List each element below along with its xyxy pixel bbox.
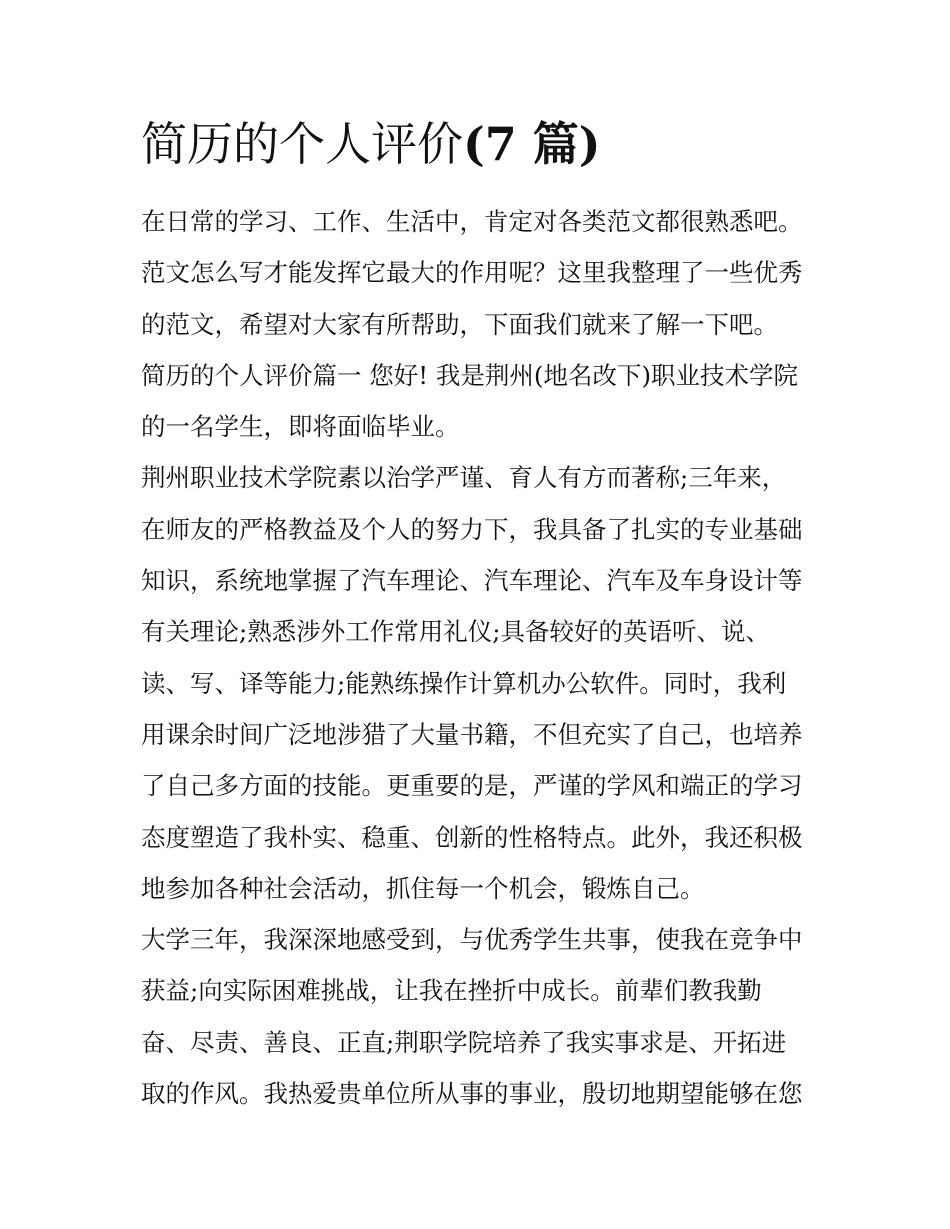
body-line: 奋、尽责、善良、正直;荆职学院培养了我实事求是、开拓进 <box>141 1027 787 1057</box>
body-line: 的一名学生，即将面临毕业。 <box>141 412 460 442</box>
document-body <box>141 196 821 1119</box>
title-main: 简历的个人评价 <box>141 117 463 171</box>
body-line: 读、写、译等能力;能熟练操作计算机办公软件。同时，我利 <box>141 668 787 698</box>
body-line: 在师友的严格教益及个人的努力下，我具备了扎实的专业基础 <box>141 514 803 544</box>
body-line: 的范文，希望对大家有所帮助，下面我们就来了解一下吧。 <box>141 309 778 339</box>
body-line: 知识，系统地掌握了汽车理论、汽车理论、汽车及车身设计等 <box>141 566 803 596</box>
body-line: 用课余时间广泛地涉猎了大量书籍，不但充实了自己，也培养 <box>141 719 803 749</box>
body-line: 获益;向实际困难挑战，让我在挫折中成长。前辈们教我勤 <box>141 976 762 1006</box>
body-line: 大学三年，我深深地感受到，与优秀学生共事，使我在竞争中 <box>141 925 803 955</box>
body-line: 简历的个人评价篇一 您好! 我是荆州(地名改下)职业技术学院 <box>141 360 799 390</box>
body-line: 态度塑造了我朴实、稳重、创新的性格特点。此外，我还积极 <box>141 822 803 852</box>
body-line: 范文怎么写才能发挥它最大的作用呢？这里我整理了一些优秀 <box>141 258 803 288</box>
body-line: 取的作风。我热爱贵单位所从事的事业，殷切地期望能够在您 <box>141 1079 803 1109</box>
body-line: 有关理论;熟悉涉外工作常用礼仪;具备较好的英语听、说、 <box>141 617 771 647</box>
body-line: 了自己多方面的技能。更重要的是，严谨的学风和端正的学习 <box>141 771 803 801</box>
body-line: 在日常的学习、工作、生活中，肯定对各类范文都很熟悉吧。 <box>141 207 803 236</box>
body-line: 地参加各种社会活动，抓住每一个机会，锻炼自己。 <box>141 873 705 903</box>
title-count: (7 篇) <box>463 117 601 171</box>
body-line: 荆州职业技术学院素以治学严谨、育人有方而著称;三年来， <box>141 463 787 493</box>
document-title <box>141 112 601 176</box>
